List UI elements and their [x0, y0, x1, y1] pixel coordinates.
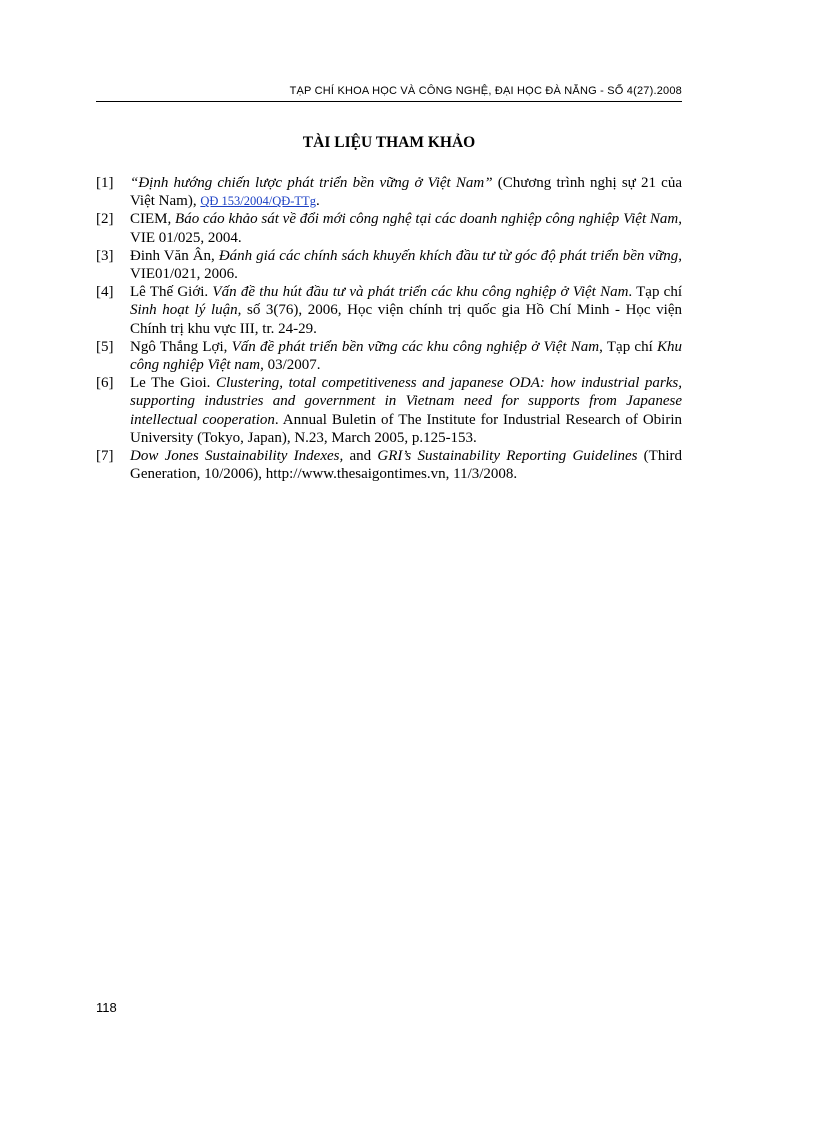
- reference-title-italic: Sinh hoạt lý luận,: [130, 302, 242, 319]
- reference-text: [130, 210, 682, 246]
- reference-text-run: Ngô Thắng Lợi,: [130, 338, 232, 355]
- reference-text-run: số 3(76), 2006, Học viện chính trị quốc gia Hồ Chí Minh - Học viện Chính trị khu vực III, tr. 24-29.: [130, 302, 683, 337]
- reference-number: [1]: [96, 175, 114, 191]
- reference-item: [96, 174, 682, 210]
- reference-number: [6]: [96, 375, 114, 392]
- reference-text-run: , Tạp chí: [599, 338, 657, 355]
- reference-text-run: , 03/2007.: [260, 357, 321, 374]
- section-title: TÀI LIỆU THAM KHẢO: [302, 134, 476, 151]
- reference-list: [96, 174, 682, 483]
- reference-item: [96, 374, 682, 447]
- page-number: 118: [96, 1000, 117, 1015]
- reference-text: [130, 174, 682, 210]
- reference-title-italic: Dow Jones Sustainability Indexes,: [130, 448, 344, 465]
- journal-header: TẠP CHÍ KHOA HỌC VÀ CÔNG NGHỆ, ĐẠI HỌC ĐÀ NẴNG - SỐ 4(27).2008: [289, 85, 682, 97]
- reference-item: [96, 283, 682, 338]
- reference-number: [3]: [96, 247, 114, 264]
- reference-text: [130, 338, 682, 374]
- reference-item: [96, 338, 682, 374]
- reference-text: [130, 447, 682, 483]
- reference-item: [96, 210, 682, 246]
- reference-text-run: and: [343, 448, 378, 465]
- reference-title-italic: Clustering, total competitiveness and japanese ODA: how industrial parks, supporting industries and government in Vietnam need for supports from Japanese intellectual cooperation: [130, 375, 682, 428]
- reference-number: [5]: [96, 338, 114, 355]
- reference-title-italic: Đánh giá các chính sách khuyến khích đầu tư từ góc độ phát triển bền vững: [218, 247, 679, 264]
- reference-title-italic: GRI’s Sustainability Reporting Guidelines: [377, 448, 638, 465]
- reference-text-run: Đinh Văn Ân,: [130, 247, 219, 264]
- reference-title-italic: Khu công nghiệp Việt nam: [130, 338, 683, 374]
- reference-number: [7]: [96, 448, 114, 465]
- reference-item: [96, 247, 682, 283]
- reference-text-run: CIEM,: [130, 211, 176, 228]
- reference-title-italic: Vấn đề phát triển bền vững các khu công nghiệp ở Việt Nam: [231, 338, 600, 355]
- reference-text-run: . Annual Buletin of The Institute for Industrial Research of Obirin University (Tokyo, Japan), N.23, March 2005, p.125-153.: [130, 411, 682, 446]
- reference-text-run: , VIE01/021, 2006.: [130, 247, 682, 283]
- reference-text: [130, 374, 682, 447]
- reference-text-run: Le The Gioi.: [130, 375, 216, 392]
- reference-text-run: (Third Generation, 10/2006), http://www.thesaigontimes.vn, 11/3/2008.: [130, 448, 682, 483]
- reference-title-italic: Vấn đề thu hút đầu tư và phát triển các khu công nghiệp ở Việt Nam: [212, 284, 629, 301]
- reference-number: [4]: [96, 284, 114, 301]
- reference-title-italic: Báo cáo khảo sát về đổi mới công nghệ tại các doanh nghiệp công nghiệp Việt Nam: [175, 211, 679, 228]
- reference-text: [130, 247, 682, 283]
- reference-link[interactable]: QĐ 153/2004/QĐ-TTg: [200, 194, 316, 209]
- reference-text-run: , VIE 01/025, 2004.: [130, 211, 683, 246]
- reference-text: [130, 283, 682, 338]
- reference-text-run: (Chương trình nghị sự 21 của Việt Nam),: [130, 175, 682, 210]
- reference-text-run: Lê Thế Giới.: [130, 284, 213, 301]
- reference-text-run: . Tạp chí: [628, 284, 682, 301]
- reference-title-italic: “Định hướng chiến lược phát triển bền vững ở Việt Nam”: [130, 175, 493, 191]
- reference-item: [96, 447, 682, 483]
- header-rule: [96, 101, 682, 102]
- reference-number: [2]: [96, 211, 114, 228]
- reference-text-run: .: [315, 193, 320, 210]
